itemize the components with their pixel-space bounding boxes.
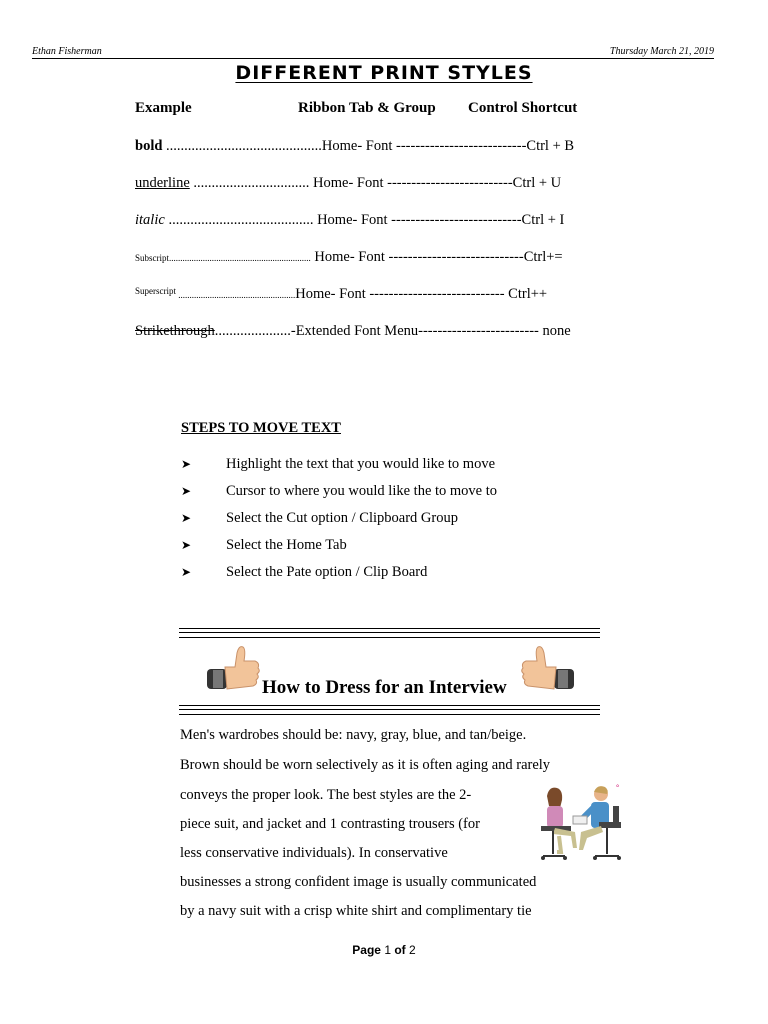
list-item: ➤ Select the Home Tab [181, 537, 347, 553]
row-subscript-rest: Home- Font ----------------------------Ctrl+= [310, 249, 563, 265]
header-date: Thursday March 21, 2019 [609, 46, 714, 57]
row-bold-rest: ...........................................Home- Font ---------------------------Ctrl + B [162, 138, 575, 154]
paragraph-line: Brown should be worn selectively as it is often aging and rarely [180, 757, 551, 773]
paragraph-line: less conservative individuals). In conservative [180, 845, 448, 861]
header-rule [32, 58, 714, 59]
underline-sample: underline [135, 175, 190, 191]
row-superscript-rest: Home- Font ---------------------------- Ctrl++ [295, 286, 548, 302]
arrow-bullet-icon: ➤ [181, 565, 192, 579]
row-subscript [135, 249, 595, 266]
column-header-ribbon: Ribbon Tab & Group [298, 100, 436, 116]
row-bold [135, 138, 595, 155]
paragraph-line: businesses a strong confident image is usually communicated [180, 874, 537, 890]
arrow-bullet-icon: ➤ [181, 538, 192, 552]
paragraph-line: conveys the proper look. The best styles are the 2- [180, 787, 472, 803]
page-footer: Page 1 of 2 [352, 943, 416, 957]
banner-title: How to Dress for an Interview [262, 677, 507, 698]
bold-sample: bold [135, 138, 163, 154]
row-subscript-dots: ............................................................... [169, 253, 311, 263]
banner-rule-top-2 [179, 632, 600, 633]
superscript-sample: Superscript [135, 286, 176, 296]
header-author: Ethan Fisherman [32, 46, 102, 57]
page-title: DIFFERENT PRINT STYLES [235, 62, 533, 84]
banner-rule-top-3 [179, 637, 600, 638]
italic-sample: italic [135, 212, 165, 228]
column-header-shortcut: Control Shortcut [468, 100, 578, 116]
row-underline [135, 175, 595, 192]
banner-rule-top [179, 628, 600, 629]
row-strikethrough-rest: .....................-Extended Font Menu------------------------- none [214, 323, 571, 339]
arrow-bullet-icon: ➤ [181, 457, 192, 471]
steps-title: STEPS TO MOVE TEXT [181, 420, 341, 436]
thumbs-up-icon [518, 643, 576, 695]
paragraph-line: by a navy suit with a crisp white shirt and complimentary tie [180, 903, 532, 919]
banner-rule-bottom [179, 705, 600, 706]
column-header-example: Example [135, 100, 192, 116]
row-italic-rest: ........................................ Home- Font ---------------------------Ctrl + I [164, 212, 565, 228]
paragraph-line: piece suit, and jacket and 1 contrasting trousers (for [180, 816, 480, 832]
row-italic [135, 212, 595, 229]
banner-rule-bottom-2 [179, 709, 600, 710]
row-underline-rest: ................................ Home- Font --------------------------Ctrl + U [189, 175, 562, 191]
decor-dot: ° [616, 783, 620, 792]
strikethrough-sample: Strikethrough [135, 323, 215, 339]
arrow-bullet-icon: ➤ [181, 511, 192, 525]
interview-clipart [535, 782, 623, 868]
subscript-sample: Subscript [135, 253, 170, 263]
row-strikethrough [135, 323, 595, 340]
list-item: ➤ Select the Cut option / Clipboard Group [181, 510, 458, 526]
paragraph-line: Men's wardrobes should be: navy, gray, blue, and tan/beige. [180, 727, 527, 743]
row-superscript [135, 286, 595, 303]
banner-rule-bottom-3 [179, 714, 600, 715]
arrow-bullet-icon: ➤ [181, 484, 192, 498]
thumbs-up-icon [205, 643, 263, 695]
list-item: ➤ Cursor to where you would like the to move to [181, 483, 498, 499]
list-item: ➤ Select the Pate option / Clip Board [181, 564, 428, 580]
list-item: ➤ Highlight the text that you would like to move [181, 456, 496, 472]
row-superscript-dots: .................................................... [176, 290, 296, 300]
